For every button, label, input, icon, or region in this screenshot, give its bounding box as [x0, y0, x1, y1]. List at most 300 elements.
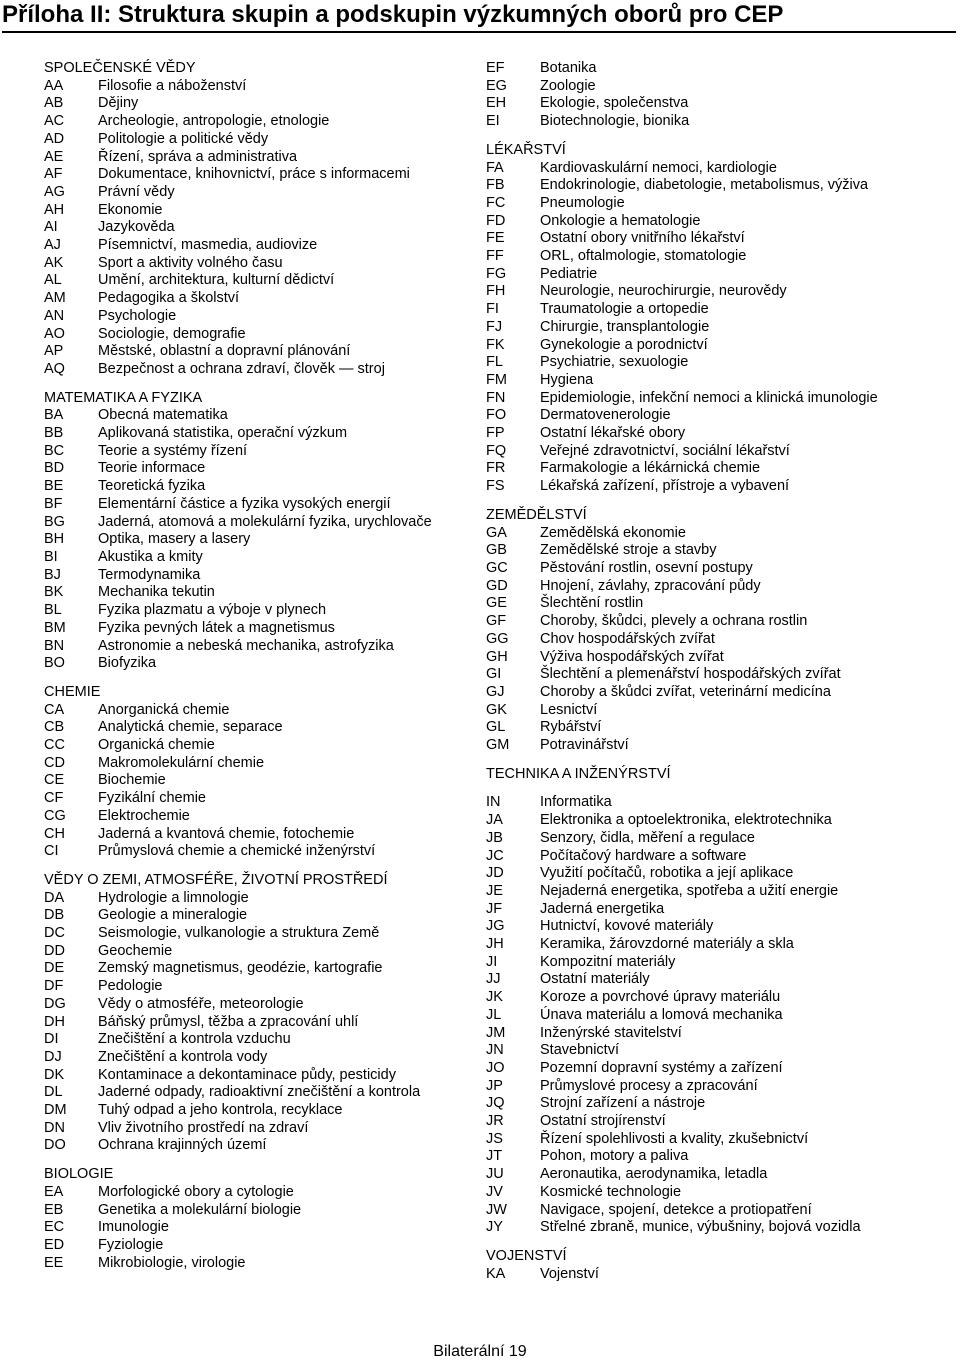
field-row-gj: [486, 684, 946, 702]
field-code: JK: [486, 989, 503, 1006]
field-row-jy: [486, 1219, 946, 1237]
field-row-do: [44, 1137, 464, 1155]
section-heading: LÉKAŘSTVÍ: [486, 141, 566, 158]
field-code: JO: [486, 1059, 505, 1076]
field-code: DD: [44, 942, 65, 959]
field-row-ag: [44, 184, 464, 202]
field-code: JN: [486, 1042, 504, 1059]
field-row-bl: [44, 602, 464, 620]
field-name: Obecná matematika: [98, 407, 228, 424]
field-row-ac: [44, 113, 464, 131]
field-name: Fyzika plazmatu a výboje v plynech: [98, 602, 327, 619]
field-code: DO: [44, 1137, 66, 1154]
field-code: FF: [486, 248, 504, 265]
field-code: DG: [44, 995, 66, 1012]
field-code: DH: [44, 1013, 65, 1030]
field-row-ae: [44, 149, 464, 167]
page-footer: Bilaterální 19: [433, 1343, 527, 1360]
field-name: Lékařská zařízení, přístroje a vybavení: [540, 478, 790, 495]
field-row-bc: [44, 443, 464, 461]
field-code: EG: [486, 77, 507, 94]
field-code: AA: [44, 77, 64, 94]
field-name: Epidemiologie, infekční nemoci a klinická imunologie: [540, 389, 878, 406]
field-name: Informatika: [540, 794, 612, 811]
field-code: CE: [44, 772, 65, 789]
field-name: Keramika, žárovzdorné materiály a skla: [540, 936, 794, 953]
field-name: Využití počítačů, robotika a její aplikace: [540, 865, 794, 882]
field-row-dm: [44, 1102, 464, 1120]
field-code: JY: [486, 1219, 503, 1236]
field-code: JA: [486, 812, 503, 829]
field-code: FH: [486, 283, 506, 300]
field-code: KA: [486, 1265, 506, 1282]
field-code: FC: [486, 194, 506, 211]
field-name: Ostatní strojírenství: [540, 1113, 666, 1130]
field-name: Šlechtění a plemenářství hospodářských zvířat: [540, 666, 841, 683]
field-row-jh: [486, 936, 946, 954]
field-row-jt: [486, 1148, 946, 1166]
field-row-aj: [44, 237, 464, 255]
field-name: Astronomie a nebeská mechanika, astrofyzika: [98, 637, 394, 654]
field-row-fe: [486, 230, 946, 248]
field-row-jp: [486, 1078, 946, 1096]
field-code: GC: [486, 559, 508, 576]
field-name: Traumatologie a ortopedie: [540, 301, 709, 318]
field-row-ge: [486, 595, 946, 613]
field-row-bn: [44, 638, 464, 656]
field-row-bh: [44, 531, 464, 549]
field-code: FP: [486, 425, 505, 442]
field-row-jr: [486, 1113, 946, 1131]
field-code: ED: [44, 1237, 65, 1253]
field-row-fr: [486, 460, 946, 478]
section-heading: MATEMATIKA A FYZIKA: [44, 389, 203, 406]
field-row-ju: [486, 1166, 946, 1184]
section-lekarstvi: [486, 142, 946, 496]
field-row-bm: [44, 620, 464, 638]
field-code: AI: [44, 219, 58, 236]
field-code: FL: [486, 354, 503, 371]
field-code: GK: [486, 701, 507, 718]
field-code: CG: [44, 807, 66, 824]
field-code: CB: [44, 719, 65, 736]
field-code: AQ: [44, 360, 65, 377]
field-row-dh: [44, 1014, 464, 1032]
field-row-fg: [486, 266, 946, 284]
field-code: CD: [44, 754, 65, 771]
field-row-ch: [44, 826, 464, 844]
field-row-bo: [44, 655, 464, 673]
field-code: EE: [44, 1254, 64, 1271]
field-name: Fyzika pevných látek a magnetismus: [98, 619, 335, 636]
title-underline: [2, 31, 956, 33]
field-row-fq: [486, 443, 946, 461]
field-code: BO: [44, 655, 65, 672]
field-row-dk: [44, 1067, 464, 1085]
field-row-jb: [486, 830, 946, 848]
field-row-fc: [486, 195, 946, 213]
field-code: JU: [486, 1166, 504, 1183]
field-row-dd: [44, 943, 464, 961]
field-code: JW: [486, 1201, 507, 1218]
field-name: Sport a aktivity volného času: [98, 254, 283, 271]
field-row-gf: [486, 613, 946, 631]
field-row-ci: [44, 843, 464, 861]
field-code: DK: [44, 1066, 65, 1083]
field-row-in: [486, 794, 946, 812]
field-name: Gynekologie a porodnictví: [540, 336, 708, 353]
field-code: EI: [486, 113, 500, 130]
section-biologie: [44, 1166, 464, 1272]
field-name: Jaderná energetika: [540, 900, 665, 917]
field-name: Choroby, škůdci, plevely a ochrana rostlin: [540, 613, 808, 630]
section-heading: TECHNIKA A INŽENÝRSTVÍ: [486, 765, 671, 782]
field-name: Organická chemie: [98, 737, 215, 754]
field-name: Kontaminace a dekontaminace půdy, pesticidy: [98, 1066, 396, 1083]
field-name: Jaderná, atomová a molekulární fyzika, urychlovače: [98, 513, 432, 530]
field-code: FQ: [486, 442, 507, 459]
field-row-jg: [486, 918, 946, 936]
field-row-dl: [44, 1084, 464, 1102]
field-name: Mikrobiologie, virologie: [98, 1254, 246, 1271]
field-name: ORL, oftalmologie, stomatologie: [540, 248, 747, 265]
field-name: Optika, masery a lasery: [98, 531, 251, 548]
field-row-ef: [486, 60, 946, 78]
section-heading: SPOLEČENSKÉ VĚDY: [44, 60, 196, 76]
field-code: FE: [486, 230, 505, 247]
right-column: [486, 60, 946, 1283]
section-matematika-a-fyzika: [44, 390, 464, 673]
field-row-jw: [486, 1202, 946, 1220]
field-row-db: [44, 907, 464, 925]
field-name: Koroze a povrchové úpravy materiálu: [540, 989, 781, 1006]
field-row-ga: [486, 525, 946, 543]
field-row-fk: [486, 337, 946, 355]
field-row-js: [486, 1131, 946, 1149]
field-code: DM: [44, 1102, 67, 1119]
field-code: JT: [486, 1148, 503, 1165]
field-name: Jazykověda: [98, 219, 175, 236]
field-code: EB: [44, 1201, 64, 1218]
field-row-ea: [44, 1184, 464, 1202]
field-name: Chov hospodářských zvířat: [540, 630, 715, 647]
field-code: DI: [44, 1031, 59, 1048]
field-name: Termodynamika: [98, 566, 201, 583]
field-name: Dermatovenerologie: [540, 407, 671, 424]
field-code: FB: [486, 177, 505, 194]
field-row-jq: [486, 1095, 946, 1113]
field-code: AL: [44, 272, 62, 289]
section-vedy-o-zemi-atmosfere-zivotni-prostredi: [44, 872, 464, 1155]
field-code: BH: [44, 531, 65, 548]
field-row-df: [44, 978, 464, 996]
field-row-jn: [486, 1042, 946, 1060]
field-row-gk: [486, 702, 946, 720]
field-name: Šlechtění rostlin: [540, 595, 644, 612]
field-name: Kompozitní materiály: [540, 953, 676, 970]
field-code: JF: [486, 900, 503, 917]
field-name: Zemědělské stroje a stavby: [540, 542, 717, 559]
field-code: JH: [486, 936, 504, 953]
field-row-de: [44, 960, 464, 978]
field-code: GG: [486, 630, 509, 647]
field-code: GH: [486, 648, 508, 665]
field-code: BD: [44, 460, 65, 477]
field-code: GJ: [486, 683, 505, 700]
field-code: BM: [44, 619, 66, 636]
field-code: GL: [486, 719, 506, 736]
field-code: BJ: [44, 566, 61, 583]
field-row-da: [44, 890, 464, 908]
field-row-ei: [486, 113, 946, 131]
field-row-ed: [44, 1237, 464, 1255]
field-row-jl: [486, 1007, 946, 1025]
field-name: Umění, architektura, kulturní dědictví: [98, 272, 335, 289]
field-name: Analytická chemie, separace: [98, 719, 283, 736]
field-row-jd: [486, 865, 946, 883]
field-row-gb: [486, 542, 946, 560]
field-code: GI: [486, 666, 502, 683]
field-name: Dokumentace, knihovnictví, práce s informacemi: [98, 166, 410, 183]
field-name: Ekologie, společenstva: [540, 95, 689, 112]
field-row-ce: [44, 772, 464, 790]
field-name: Elektronika a optoelektronika, elektrotechnika: [540, 812, 832, 829]
field-name: Průmyslové procesy a zpracování: [540, 1077, 758, 1094]
field-code: AC: [44, 113, 65, 130]
field-name: Zemský magnetismus, geodézie, kartografie: [98, 960, 383, 977]
section-zemedelstvi: [486, 507, 946, 755]
field-row-cb: [44, 719, 464, 737]
field-row-ff: [486, 248, 946, 266]
field-code: CF: [44, 790, 64, 807]
field-name: Písemnictví, masmedia, audiovize: [98, 237, 318, 254]
field-code: FO: [486, 407, 507, 424]
field-name: Chirurgie, transplantologie: [540, 318, 710, 335]
field-name: Stavebnictví: [540, 1042, 619, 1059]
field-code: FD: [486, 212, 506, 229]
field-code: DC: [44, 925, 65, 942]
field-row-aq: [44, 361, 464, 379]
field-name: Vliv životního prostředí na zdraví: [98, 1119, 309, 1136]
field-code: DF: [44, 978, 64, 995]
field-name: Bezpečnost a ochrana zdraví, člověk — stroj: [98, 360, 385, 377]
section-technika-a-inzenyrstvi: [486, 766, 946, 1237]
field-code: GF: [486, 613, 507, 630]
field-row-jk: [486, 989, 946, 1007]
field-name: Městské, oblastní a dopravní plánování: [98, 343, 351, 360]
field-code: JS: [486, 1130, 503, 1147]
field-row-ec: [44, 1219, 464, 1237]
field-row-cc: [44, 737, 464, 755]
field-row-am: [44, 290, 464, 308]
field-name: Botanika: [540, 60, 597, 76]
field-name: Elektrochemie: [98, 807, 190, 824]
field-code: GD: [486, 577, 508, 594]
field-row-cg: [44, 808, 464, 826]
field-name: Ochrana krajinných území: [98, 1137, 267, 1154]
field-row-eb: [44, 1202, 464, 1220]
field-code: FM: [486, 371, 507, 388]
field-code: AM: [44, 290, 66, 307]
field-name: Morfologické obory a cytologie: [98, 1183, 294, 1200]
field-name: Nejaderná energetika, spotřeba a užití energie: [540, 882, 839, 899]
field-row-fi: [486, 301, 946, 319]
field-code: DE: [44, 960, 65, 977]
section-heading: ZEMĚDĚLSTVÍ: [486, 506, 587, 523]
field-row-ab: [44, 95, 464, 113]
field-name: Akustika a kmity: [98, 548, 203, 565]
field-code: CA: [44, 701, 65, 718]
section-heading: CHEMIE: [44, 683, 101, 700]
field-code: JV: [486, 1183, 503, 1200]
field-name: Pediatrie: [540, 265, 598, 282]
field-name: Onkologie a hematologie: [540, 212, 701, 229]
field-name: Psychologie: [98, 307, 177, 324]
field-code: AE: [44, 148, 64, 165]
field-name: Lesnictví: [540, 701, 598, 718]
field-row-fp: [486, 425, 946, 443]
field-code: JI: [486, 953, 498, 970]
field-row-ee: [44, 1255, 464, 1273]
field-row-jo: [486, 1060, 946, 1078]
field-row-fh: [486, 283, 946, 301]
field-name: Biofyzika: [98, 655, 157, 672]
field-name: Pneumologie: [540, 194, 625, 211]
field-code: FR: [486, 460, 506, 477]
field-name: Makromolekulární chemie: [98, 754, 265, 771]
field-code: JC: [486, 847, 504, 864]
field-code: DB: [44, 907, 65, 924]
field-code: AF: [44, 166, 63, 183]
field-row-gh: [486, 649, 946, 667]
field-name: Fyziologie: [98, 1237, 164, 1253]
field-code: FS: [486, 478, 505, 495]
field-row-jv: [486, 1184, 946, 1202]
section-spolecenske-vedy: [44, 60, 464, 379]
field-row-ba: [44, 407, 464, 425]
field-code: JQ: [486, 1095, 505, 1112]
field-code: FJ: [486, 318, 503, 335]
field-name: Veřejné zdravotnictví, sociální lékařství: [540, 442, 790, 459]
field-row-eg: [486, 78, 946, 96]
field-name: Jaderná a kvantová chemie, fotochemie: [98, 825, 355, 842]
field-row-fj: [486, 319, 946, 337]
field-row-dn: [44, 1120, 464, 1138]
section-heading: VĚDY O ZEMI, ATMOSFÉŘE, ŽIVOTNÍ PROSTŘEDÍ: [44, 871, 388, 888]
field-name: Archeologie, antropologie, etnologie: [98, 113, 330, 130]
field-name: Únava materiálu a lomová mechanika: [540, 1006, 783, 1023]
section-continuation: [486, 60, 946, 131]
field-row-ai: [44, 219, 464, 237]
field-name: Pěstování rostlin, osevní postupy: [540, 559, 753, 576]
field-name: Farmakologie a lékárnická chemie: [540, 460, 761, 477]
field-name: Seismologie, vulkanologie a struktura Země: [98, 925, 380, 942]
field-name: Jaderné odpady, radioaktivní znečištění a kontrola: [98, 1084, 421, 1101]
field-code: EA: [44, 1183, 64, 1200]
field-row-gm: [486, 737, 946, 755]
field-code: CI: [44, 843, 59, 860]
section-vojenstvi: [486, 1248, 946, 1283]
field-name: Potravinářství: [540, 737, 629, 754]
field-row-fs: [486, 478, 946, 496]
field-row-bf: [44, 496, 464, 514]
field-code: BC: [44, 442, 65, 459]
field-name: Ostatní lékařské obory: [540, 425, 686, 442]
field-name: Strojní zařízení a nástroje: [540, 1095, 706, 1112]
field-row-bb: [44, 425, 464, 443]
field-row-cf: [44, 790, 464, 808]
field-code: EF: [486, 60, 505, 76]
field-code: BE: [44, 478, 64, 495]
field-row-dj: [44, 1049, 464, 1067]
field-name: Geochemie: [98, 942, 173, 959]
field-name: Fyzikální chemie: [98, 790, 206, 807]
field-name: Hygiena: [540, 371, 594, 388]
field-code: AK: [44, 254, 64, 271]
field-row-fo: [486, 407, 946, 425]
field-row-eh: [486, 95, 946, 113]
field-row-ji: [486, 954, 946, 972]
field-name: Hutnictví, kovové materiály: [540, 918, 714, 935]
field-row-gd: [486, 578, 946, 596]
field-code: BL: [44, 602, 62, 619]
field-row-aa: [44, 78, 464, 96]
field-code: GA: [486, 524, 507, 541]
section-heading: VOJENSTVÍ: [486, 1248, 567, 1264]
field-name: Střelné zbraně, munice, výbušniny, bojová vozidla: [540, 1219, 861, 1236]
field-row-bi: [44, 549, 464, 567]
field-name: Počítačový hardware a software: [540, 847, 747, 864]
field-name: Mechanika tekutin: [98, 584, 215, 601]
field-code: FI: [486, 301, 499, 318]
field-code: FA: [486, 159, 504, 176]
field-code: AG: [44, 183, 65, 200]
field-name: Pohon, motory a paliva: [540, 1148, 689, 1165]
field-name: Senzory, čidla, měření a regulace: [540, 829, 755, 846]
field-code: EC: [44, 1219, 65, 1236]
field-code: JE: [486, 882, 503, 899]
section-heading: BIOLOGIE: [44, 1166, 114, 1183]
field-row-ka: [486, 1266, 946, 1284]
field-name: Teorie informace: [98, 460, 206, 477]
field-code: JM: [486, 1024, 506, 1041]
field-code: EH: [486, 95, 507, 112]
field-row-bj: [44, 567, 464, 585]
field-code: FN: [486, 389, 506, 406]
field-row-fd: [486, 213, 946, 231]
field-row-be: [44, 478, 464, 496]
field-row-gg: [486, 631, 946, 649]
field-row-fl: [486, 354, 946, 372]
field-row-fn: [486, 390, 946, 408]
field-name: Genetika a molekulární biologie: [98, 1201, 302, 1218]
field-row-ca: [44, 702, 464, 720]
field-code: DN: [44, 1119, 65, 1136]
field-code: FG: [486, 265, 507, 282]
field-row-ap: [44, 343, 464, 361]
field-name: Průmyslová chemie a chemické inženýrství: [98, 843, 376, 860]
field-row-al: [44, 272, 464, 290]
field-name: Pedologie: [98, 978, 163, 995]
field-name: Dějiny: [98, 95, 139, 112]
field-code: JD: [486, 865, 504, 882]
field-code: AP: [44, 343, 64, 360]
field-name: Vědy o atmosféře, meteorologie: [98, 995, 304, 1012]
field-code: JP: [486, 1077, 503, 1094]
field-name: Výživa hospodářských zvířat: [540, 648, 724, 665]
field-name: Hnojení, závlahy, zpracování půdy: [540, 577, 761, 594]
field-code: JJ: [486, 971, 501, 988]
